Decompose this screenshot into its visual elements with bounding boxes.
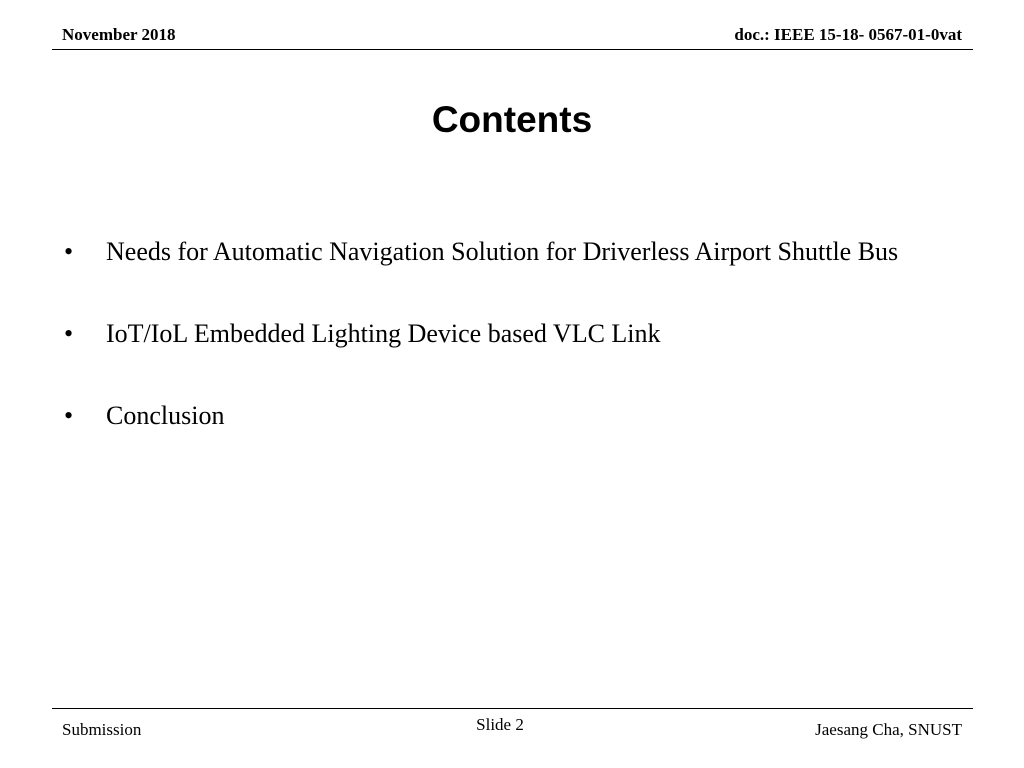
bullet-dot-icon: • [64, 401, 74, 430]
slide-title: Contents [431, 99, 593, 140]
footer-divider [52, 708, 973, 709]
footer-submission: Submission [62, 720, 142, 739]
bullet-text: IoT/IoL Embedded Lighting Device based VLC Link [106, 319, 661, 348]
bullet-text: Needs for Automatic Navigation Solution for Driverless Airport Shuttle Bus [106, 237, 899, 266]
footer-author: Jaesang Cha, SNUST [815, 720, 962, 739]
bullet-item [62, 232, 898, 272]
header-doc-id: doc.: IEEE 15-18- 0567-01-0vat [734, 25, 962, 44]
bullet-dot-icon: • [64, 319, 74, 348]
slide-number-text: Slide 2 [476, 715, 524, 734]
bullet-item [62, 314, 898, 354]
bullet-dot-icon: • [64, 237, 74, 266]
bullet-list [62, 232, 898, 436]
bullet-text: Conclusion [106, 401, 225, 430]
header-date: November 2018 [62, 25, 176, 44]
bullet-item [62, 396, 898, 436]
header-divider [52, 49, 973, 50]
